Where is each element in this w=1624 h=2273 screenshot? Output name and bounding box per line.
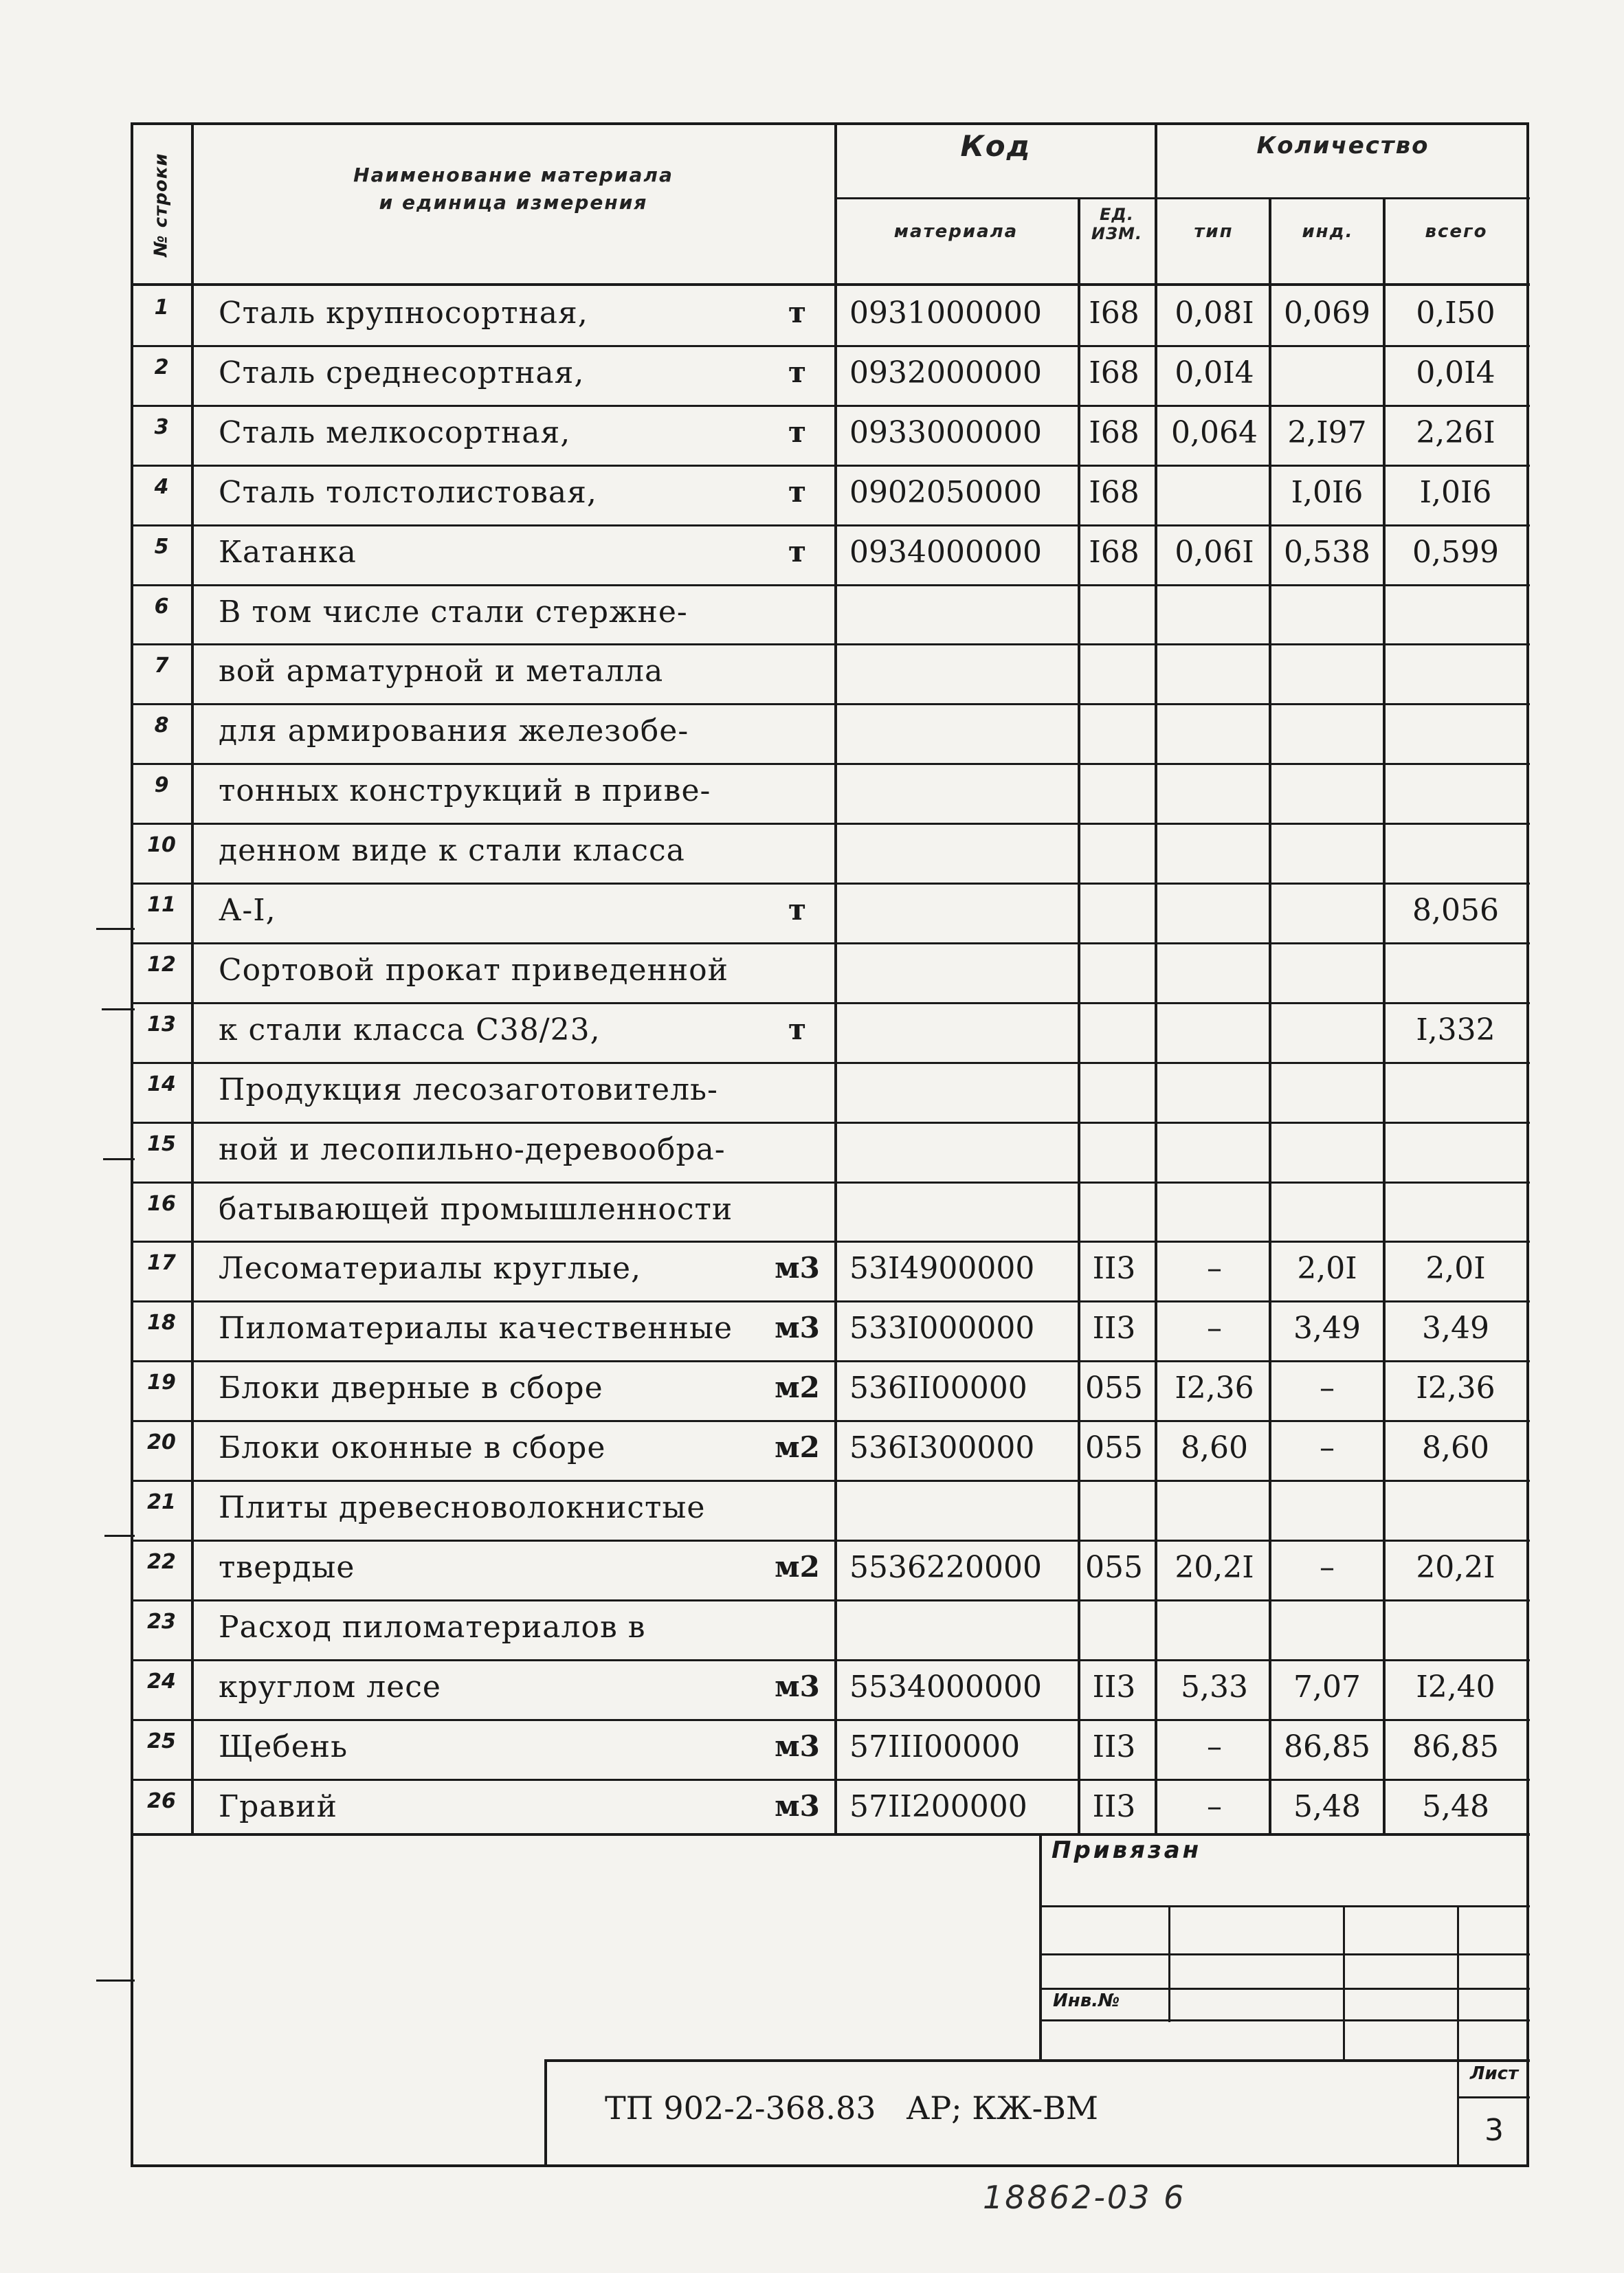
quantity-total: I,332 [1416, 1012, 1495, 1047]
quantity-typ: 8,60 [1181, 1430, 1248, 1466]
material-code: 533I000000 [849, 1311, 1035, 1346]
sheet-cell-divider [1457, 2096, 1530, 2098]
quantity-total: 2,0I [1425, 1251, 1486, 1287]
material-name: для армирования железобе- [219, 713, 689, 749]
material-name: Сталь мелкосортная, [219, 414, 571, 450]
material-name: В том числе стали стержне- [219, 594, 688, 630]
row-number: 6 [154, 594, 169, 619]
row-separator [131, 1599, 1530, 1601]
quantity-ind: 86,85 [1284, 1729, 1370, 1764]
binding-tick [104, 1535, 135, 1537]
unit-of-measure: т [788, 1012, 807, 1046]
row-separator [131, 1300, 1530, 1302]
unit-code: I68 [1089, 296, 1139, 331]
row-separator [131, 1182, 1530, 1184]
unit-of-measure: т [788, 474, 807, 509]
quantity-ind: – [1320, 1430, 1335, 1466]
row-separator [131, 465, 1530, 467]
unit-header: ЕД. ИЗМ. [1091, 205, 1143, 243]
material-code: 5536220000 [849, 1549, 1042, 1585]
material-name: Катанка [219, 534, 357, 570]
quantity-total: 20,2I [1416, 1549, 1495, 1585]
material-code: 536II00000 [849, 1371, 1027, 1406]
unit-of-measure: т [788, 296, 807, 329]
row-separator [131, 1779, 1530, 1781]
quantity-header: Количество [1256, 132, 1430, 159]
material-name: батывающей промышленности [219, 1191, 733, 1227]
row-number: 9 [154, 773, 169, 798]
unit-of-measure: м3 [775, 1311, 820, 1345]
row-separator [131, 942, 1530, 944]
binding-tick [103, 1158, 135, 1160]
material-name: Сортовой прокат приведенной [219, 952, 728, 988]
row-number: 15 [147, 1131, 176, 1156]
row-separator [131, 405, 1530, 407]
row-separator [131, 1122, 1530, 1124]
quantity-ind: 2,0I [1297, 1251, 1357, 1287]
row-number: 20 [147, 1430, 176, 1455]
quantity-typ: 0,0I4 [1175, 355, 1254, 390]
unit-of-measure: м2 [775, 1549, 820, 1584]
quantity-typ: – [1207, 1788, 1222, 1824]
unit-code: II3 [1092, 1669, 1136, 1705]
row-number: 5 [154, 534, 169, 559]
typ-header: тип [1194, 221, 1234, 242]
material-code: 536I300000 [849, 1430, 1035, 1466]
row-number: 16 [147, 1191, 176, 1216]
unit-code: II3 [1092, 1729, 1136, 1764]
material-name: твердые [219, 1549, 355, 1585]
material-name: Расход пиломатериалов в [219, 1609, 646, 1645]
document-code: ТП 902-2-368.83 АР; КЖ-ВМ [605, 2089, 1099, 2127]
material-code: 0934000000 [849, 534, 1042, 570]
quantity-total: I,0I6 [1419, 474, 1492, 510]
material-code: 53I4900000 [849, 1251, 1035, 1287]
row-separator [131, 763, 1530, 765]
stamp-left-border [1039, 1833, 1042, 2061]
row-number: 1 [154, 296, 169, 320]
material-code: 57II200000 [849, 1788, 1027, 1824]
row-number: 12 [147, 952, 176, 977]
unit-code: 055 [1085, 1371, 1143, 1406]
quantity-typ: 0,08I [1175, 296, 1254, 331]
binding-tick [96, 928, 135, 930]
header-bottom-line [131, 283, 1530, 286]
row-number: 17 [147, 1251, 176, 1276]
stamp-line-3 [1039, 1988, 1530, 1990]
row-separator [131, 524, 1530, 526]
name-header-line2: и единица измерения [379, 191, 648, 214]
quantity-ind: 7,07 [1293, 1669, 1361, 1705]
unit-code: I68 [1089, 414, 1139, 450]
quantity-ind: 5,48 [1293, 1788, 1361, 1824]
quantity-total: 0,0I4 [1416, 355, 1495, 390]
col-divider-rownum [191, 122, 194, 1833]
row-number: 24 [147, 1669, 176, 1694]
quantity-total: 0,599 [1412, 534, 1499, 570]
quantity-total: 8,60 [1422, 1430, 1489, 1466]
unit-of-measure: т [788, 355, 807, 389]
row-number: 14 [147, 1072, 176, 1096]
unit-of-measure: т [788, 893, 807, 927]
material-name: Плиты древесноволокнистые [219, 1490, 706, 1525]
unit-of-measure: т [788, 534, 807, 568]
material-code: 5534000000 [849, 1669, 1042, 1705]
material-name: ной и лесопильно-деревообра- [219, 1131, 726, 1167]
material-name: Сталь среднесортная, [219, 355, 585, 390]
material-name: Сталь крупносортная, [219, 296, 588, 331]
material-code: 0931000000 [849, 296, 1042, 331]
quantity-total: 86,85 [1412, 1729, 1499, 1764]
row-number-header-label: № строки [151, 152, 172, 257]
row-separator [131, 1480, 1530, 1482]
quantity-typ: 0,06I [1175, 534, 1254, 570]
binding-tick [102, 1008, 135, 1010]
material-name: круглом лесе [219, 1669, 441, 1705]
quantity-total: 0,I50 [1416, 296, 1495, 331]
attached-label: Привязан [1052, 1837, 1202, 1864]
unit-code: I68 [1089, 474, 1139, 510]
row-number: 10 [147, 833, 176, 858]
row-number: 4 [154, 474, 169, 499]
unit-code: II3 [1092, 1251, 1136, 1287]
quantity-typ: 20,2I [1175, 1549, 1254, 1585]
unit-code: 055 [1085, 1430, 1143, 1466]
stamp-col-3 [1457, 1905, 1459, 2166]
unit-code: I68 [1089, 534, 1139, 570]
material-name: Блоки дверные в сборе [219, 1371, 603, 1406]
quantity-typ: 5,33 [1181, 1669, 1248, 1705]
row-number: 3 [154, 414, 169, 439]
quantity-total: 5,48 [1422, 1788, 1489, 1824]
stamp-line-1 [1039, 1905, 1530, 1907]
row-number: 13 [147, 1012, 176, 1036]
quantity-ind: 3,49 [1293, 1311, 1361, 1346]
unit-of-measure: м2 [775, 1371, 820, 1405]
row-number: 23 [147, 1609, 176, 1634]
quantity-ind: 0,069 [1284, 296, 1370, 331]
col-divider-name [834, 122, 837, 1833]
material-name: Гравий [219, 1788, 337, 1824]
quantity-typ: – [1207, 1251, 1222, 1287]
stamp-col-1 [1168, 1905, 1170, 2022]
total-header: всего [1425, 221, 1488, 242]
name-header [194, 162, 833, 217]
row-separator [131, 345, 1530, 347]
inv-no-label: Инв.№ [1053, 1991, 1120, 2011]
row-separator [131, 823, 1530, 825]
material-name: тонных конструкций в приве- [219, 773, 711, 809]
row-number: 18 [147, 1311, 176, 1335]
row-number: 22 [147, 1549, 176, 1574]
unit-code: II3 [1092, 1788, 1136, 1824]
material-name: денном виде к стали класса [219, 833, 685, 869]
row-number-header [132, 124, 191, 285]
row-number: 21 [147, 1490, 176, 1514]
material-name: А-I, [219, 893, 276, 928]
material-name: Пиломатериалы качественные [219, 1311, 733, 1346]
quantity-ind: – [1320, 1371, 1335, 1406]
material-name: Сталь толстолистовая, [219, 474, 597, 510]
row-number: 19 [147, 1371, 176, 1395]
row-number: 11 [147, 893, 176, 917]
title-block-top [544, 2059, 1530, 2062]
sheet-label: Лист [1469, 2063, 1519, 2084]
table-bottom-line [131, 1833, 1530, 1836]
header-subdivider [837, 197, 1530, 199]
unit-of-measure: м3 [775, 1251, 820, 1285]
unit-code: II3 [1092, 1311, 1136, 1346]
row-separator [131, 1062, 1530, 1064]
material-name: вой арматурной и металла [219, 654, 664, 689]
material-name: к стали класса С38/23, [219, 1012, 601, 1047]
unit-of-measure: м3 [775, 1669, 820, 1703]
unit-of-measure: м2 [775, 1430, 820, 1465]
quantity-total: 2,26I [1416, 414, 1495, 450]
handwritten-number: 18862-03 6 [983, 2179, 1186, 2216]
row-number: 8 [154, 713, 169, 738]
material-code: 0902050000 [849, 474, 1042, 510]
quantity-typ: – [1207, 1311, 1222, 1346]
row-separator [131, 1360, 1530, 1362]
unit-of-measure: м3 [775, 1788, 820, 1823]
material-name: Щебень [219, 1729, 348, 1764]
material-name: Лесоматериалы круглые, [219, 1251, 642, 1287]
unit-of-measure: м3 [775, 1729, 820, 1763]
row-number: 26 [147, 1788, 176, 1813]
title-block-left [544, 2059, 547, 2166]
row-separator [131, 703, 1530, 705]
row-separator [131, 883, 1530, 885]
stamp-line-4 [1039, 2019, 1530, 2021]
row-separator [131, 1659, 1530, 1661]
name-header-line1: Наименование материала [353, 164, 674, 186]
row-separator [131, 1719, 1530, 1721]
row-number: 25 [147, 1729, 176, 1753]
stamp-line-2 [1039, 1953, 1530, 1955]
quantity-total: 3,49 [1422, 1311, 1489, 1346]
material-code: 0933000000 [849, 414, 1042, 450]
material-code: 0932000000 [849, 355, 1042, 390]
quantity-typ: – [1207, 1729, 1222, 1764]
row-separator [131, 1540, 1530, 1542]
stamp-col-2 [1343, 1905, 1345, 2061]
quantity-ind: I,0I6 [1291, 474, 1364, 510]
unit-code: I68 [1089, 355, 1139, 390]
quantity-total: 8,056 [1412, 893, 1499, 928]
row-separator [131, 1241, 1530, 1243]
material-name: Продукция лесозаготовитель- [219, 1072, 718, 1107]
quantity-ind: – [1320, 1549, 1335, 1585]
row-separator [131, 1002, 1530, 1004]
row-separator [131, 1420, 1530, 1422]
quantity-typ: I2,36 [1175, 1371, 1254, 1406]
code-header: Код [960, 129, 1032, 163]
binding-tick [96, 1980, 135, 1982]
quantity-typ: 0,064 [1171, 414, 1258, 450]
row-number: 7 [154, 654, 169, 678]
unit-of-measure: т [788, 414, 807, 449]
unit-code: 055 [1085, 1549, 1143, 1585]
row-separator [131, 584, 1530, 586]
ind-header: инд. [1302, 221, 1354, 242]
quantity-total: I2,36 [1416, 1371, 1495, 1406]
quantity-total: I2,40 [1416, 1669, 1495, 1705]
material-code: 57III00000 [849, 1729, 1021, 1764]
sheet-number: 3 [1484, 2113, 1504, 2148]
quantity-ind: 0,538 [1284, 534, 1370, 570]
row-number: 2 [154, 355, 169, 379]
material-name: Блоки оконные в сборе [219, 1430, 606, 1466]
quantity-ind: 2,I97 [1287, 414, 1367, 450]
material-header: материала [893, 221, 1019, 242]
row-separator [131, 643, 1530, 645]
